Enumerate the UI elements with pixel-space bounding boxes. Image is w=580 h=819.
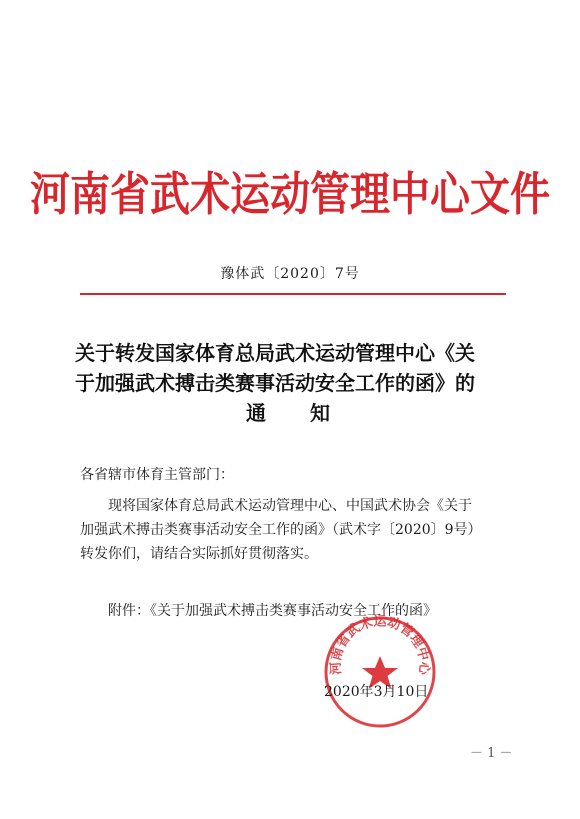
page-number: － 1 － bbox=[470, 746, 513, 761]
attachment-line: 附件：《关于加强武术搏击类赛事活动安全工作的函》 bbox=[108, 603, 437, 619]
notice-title-line-1: 关于转发国家体育总局武术运动管理中心《关 bbox=[75, 341, 475, 365]
body-line-3: 转发你们，请结合实际抓好贯彻落实。 bbox=[80, 546, 318, 562]
seal-text: 河南省武术运动管理中心 bbox=[328, 614, 432, 676]
notice-title bbox=[75, 338, 515, 428]
body-line-1: 现将国家体育总局武术运动管理中心、中国武术协会《关于 bbox=[108, 498, 472, 514]
document-header-title: 河南省武术运动管理中心文件 bbox=[30, 168, 550, 222]
document-number: 豫体武〔2020〕7号 bbox=[220, 266, 360, 282]
notice-title-line-3: 通知 bbox=[246, 401, 374, 425]
salutation: 各省辖市体育主管部门： bbox=[80, 467, 234, 483]
issue-date: 2020年3月10日 bbox=[324, 684, 429, 700]
header-divider bbox=[80, 293, 506, 295]
body-paragraph bbox=[80, 494, 510, 566]
body-line-2: 加强武术搏击类赛事活动安全工作的函》（武术字〔2020〕9号） bbox=[80, 522, 482, 538]
notice-title-line-2: 于加强武术搏击类赛事活动安全工作的函》的 bbox=[75, 371, 475, 395]
official-seal bbox=[320, 612, 440, 732]
